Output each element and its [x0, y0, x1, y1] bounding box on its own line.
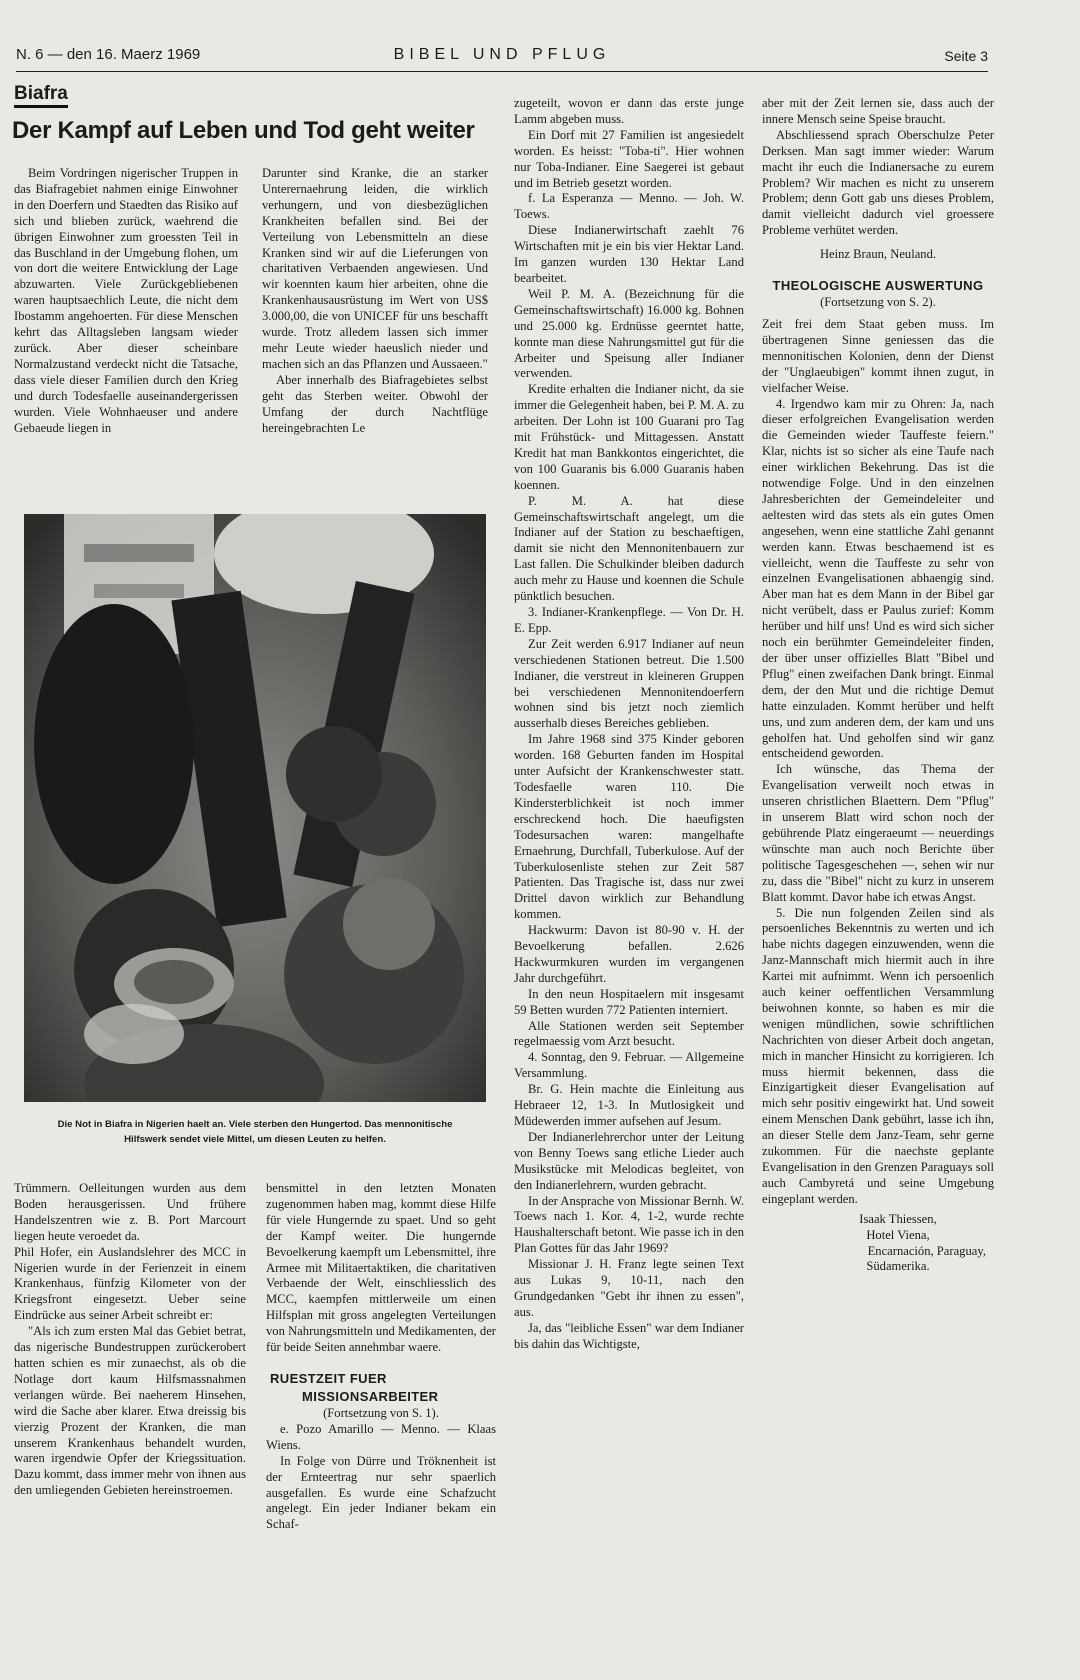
article-paragraph: Abschliessend sprach Oberschulze Peter Derksen. Man sagt immer wieder: Warum macht ihr euch die Indianersache zu eurem Problem? Wir machen es nicht zu unserem Problem; denn Gott gab uns dieses Problem, damit vielleicht dadurch viel groessere Probleme verhütet werden.: [762, 127, 994, 238]
article-column-2-top: [262, 166, 488, 496]
article-paragraph: In den neun Hospitaelern mit insgesamt 59 Betten wurden 772 Patienten interniert.: [514, 986, 744, 1017]
signature-line: Encarnación, Paraguay,: [867, 1243, 986, 1258]
article-paragraph: P. M. A. hat diese Gemeinschaftswirtschaft angelegt, um die Indianer auf der Station zu beschaeftigen, damit sie nicht den Mennonitenbauern zur Last fallen. Die Schulkinder bleiben dadurch auch mehr zu Hause und koennen die Schule pünktlich besuchen.: [514, 493, 744, 604]
article-paragraph: Hackwurm: Davon ist 80-90 v. H. der Bevoelkerung befallen. 2.626 Hackwurmkuren wurden im vergangenen Jahr durchgeführt.: [514, 923, 744, 985]
article-paragraph: Kredite erhalten die Indianer nicht, da sie immer die Gelegenheit haben, bei P. M. A. zu arbeiten. Der Lohn ist 100 Guarani pro Tag mit Frühstück- und Mittagessen. Anstatt Kredit hat man Bankkontos eingerichtet, die von 100 Guaranis bis 6.000 Guaranis haben koennen.: [514, 382, 744, 492]
article-paragraph: Diese Indianerwirtschaft zaehlt 76 Wirtschaften mit je ein bis vier Hektar Land. Im ganzen wurden 130 Hektar Land bearbeitet.: [514, 223, 744, 285]
newspaper-title: BIBEL UND PFLUG: [393, 46, 611, 63]
signature-line: Südamerika.: [866, 1259, 930, 1274]
hunger-photo: [24, 514, 486, 1102]
article-paragraph: Alle Stationen werden seit September regelmaessig vom Arzt besucht.: [514, 1018, 744, 1049]
article-paragraph: Phil Hofer, ein Auslandslehrer des MCC in Nigerien wurde in der Ferienzeit in einem Krankenhaus, fünfzig Kilometer von der Kriegsfront eingesetzt. Ueber seine Eindrücke aus seiner Arbeit schreibt er:: [14, 1244, 246, 1323]
photo-caption: Die Not in Biafra in Nigerien haelt an. Viele sterben den Hungertod. Das mennonitische Hilfswerk sendet viele Mittel, um diesen Leuten zu helfen.: [57, 1119, 453, 1145]
article-paragraph: Darunter sind Kranke, die an starker Unterernaehrung leiden, die wirklich verhungern, und von diesbezüglichen Krankheiten befallen sind. Bei der Verteilung von Lebensmitteln an diese Kranken sind wir auf die Lieferungen von charitativen Verbaenden angewiesen. Und wir koennten kaum hier arbeiten, ohne die Krankenhausausrüstung im Wert von US$ 3.000,00, die von UNICEF für uns beschafft wurde. Trotz alledem lassen sich immer mehr Leute wieder haeuslich nieder und machen sich an das Pflanzen und Aussaeen.": [262, 166, 488, 371]
ruestzeit-heading-1: RUESTZEIT FUER: [270, 1370, 387, 1386]
article-paragraph: Zur Zeit werden 6.917 Indianer auf neun verschiedenen Stationen betreut. Die 1.500 Indianer, die verstreut in kleineren Gruppen bei verschiedenen Mennonitendoerfern wohnen sind bis jetzt noch ziemlich ausserhalb dieses Bereiches geblieben.: [514, 636, 744, 731]
article-paragraph: Aber innerhalb des Biafragebietes selbst geht das Sterben weiter. Obwohl der Umfang der durch Nachtflüge hereingebrachten Le: [262, 372, 488, 435]
page-header: [16, 44, 988, 72]
ruestzeit-column-3: [514, 96, 744, 1626]
column-4: [762, 96, 994, 1626]
page-number: Seite 3: [944, 48, 988, 64]
article-column-1-top: [14, 166, 238, 496]
article-paragraph: zugeteilt, wovon er dann das erste junge Lamm abgeben muss.: [514, 96, 744, 126]
article-paragraph: Ja, das "leibliche Essen" war dem Indianer bis dahin das Wichtigste,: [514, 1320, 744, 1351]
article-paragraph: Ein Dorf mit 27 Familien ist angesiedelt worden. Es heisst: "Toba-ti". Hier wohnen nur Toba-Indianer. Eine Saegerei ist gebaut und im Betrieb gesetzt worden.: [514, 127, 744, 190]
article-paragraph: 3. Indianer-Krankenpflege. — Von Dr. H. E. Epp.: [514, 605, 744, 635]
article-paragraph: aber mit der Zeit lernen sie, dass auch der innere Mensch seine Speise braucht.: [762, 96, 994, 126]
article-column-2-bottom: [266, 1181, 496, 1621]
article-paragraph: "Als ich zum ersten Mal das Gebiet betrat, das nigerische Bundestruppen zurückerobert hatten schien es mir zunaechst, als ob die Notlage dort kaum Hilfsmassnahmen verlangen würde. Bei naeherem Hinsehen, wird die Sache aber klarer. Etwa dreissig bis vierzig Prozent der Kranken, die man unserem Krankenhaus behandelt wurden, waren irgendwie Opfer der Kriegssituation. Dazu kommt, dass immer mehr von ihnen aus den umliegenden Gebieten hereinstroemen.: [14, 1324, 246, 1498]
article-paragraph: f. La Esperanza — Menno. — Joh. W. Toews.: [514, 191, 744, 222]
theologische-heading: THEOLOGISCHE AUSWERTUNG: [772, 278, 984, 294]
article-paragraph: Missionar J. H. Franz legte seinen Text aus Lukas 9, 10-11, nach den Grundgedanken "Gebt ihr ihnen zu essen", aus.: [514, 1257, 744, 1319]
signature-line: Isaak Thiessen,: [859, 1211, 937, 1226]
signature-line: Hotel Viena,: [866, 1227, 930, 1242]
ruestzeit-signature: Heinz Braun, Neuland.: [819, 247, 937, 262]
ruestzeit-heading-2: MISSIONSARBEITER: [302, 1388, 439, 1404]
article-paragraph: Weil P. M. A. (Bezeichnung für die Gemeinschaftswirtschaft) 16.000 kg. Bohnen und 25.000 kg. Erdnüsse geerntet hatte, konnte man diese Nahrungsmittel gut für die Arbeiter und Speisung aller Indianer verwenden.: [514, 286, 744, 381]
photo-image: [24, 514, 486, 1102]
article-paragraph: Br. G. Hein machte die Einleitung aus Hebraeer 12, 1-3. In Mutlosigkeit und Müdewerden immer aufsehen auf Jesum.: [514, 1082, 744, 1128]
article-paragraph: Trümmern. Oelleitungen wurden aus dem Boden herausgerissen. Und frühere Handelszentren wie z. B. Port Marcourt liegen heute veroedet da.: [14, 1181, 246, 1243]
theologische-continued: (Fortsetzung von S. 2).: [820, 295, 936, 310]
ruestzeit-continued: (Fortsetzung von S. 1).: [323, 1405, 439, 1420]
article-paragraph: bensmittel in den letzten Monaten zugenommen haben mag, kommt diese Hilfe für viele Hungernde zu spaet. Und so geht der Kampf weiter. Die hungernde Bevoelkerung kaempft um Lebensmittel, ihre Armee mit Militaertaktiken, die charitativen Verbaende der Welt, einschliesslich des MCC, kaempfen mittlerweile um einen Hilfsplan mit gross angelegten Verteilungen von Nahrungsmitteln und Medikamenten, der für beide Seiten annehmbar waere.: [266, 1181, 496, 1355]
article-paragraph: In der Ansprache von Missionar Bernh. W. Toews nach 1. Kor. 4, 1-2, wurde rechte Haushalterschaft betont. Wie passe ich in den Plan Gottes für das Jahr 1969?: [514, 1193, 744, 1256]
article-paragraph: e. Pozo Amarillo — Menno. — Klaas Wiens.: [266, 1421, 496, 1452]
article-paragraph: Ich wünsche, das Thema der Evangelisation verweilt noch etwas in unseren christlichen Blaettern. Dem "Pflug" in unserem Blatt wird schon noch der gebührende Platz eingeraeumt — neuerdings wünschte man auch noch Berichte über politische Tagesgeschehen —, sehen wir nur zu, dass die "Bibel" nicht zu kurz in unserem Blatt kommt. Davor habe ich etwas Angst.: [762, 762, 994, 904]
article-paragraph: Im Jahre 1968 sind 375 Kinder geboren worden. 168 Geburten fanden im Hospital unter Aufsicht der Krankenschwester statt. Todesfaelle waren 110. Die Kindersterblichkeit ist noch immer erschreckend hoch. Die haeufigsten Todesursachen waren: mangelhafte Ernaehrung, Durchfall, Tuberkulose. Auf der Tuberkulosenliste stehen zur Zeit 587 Patienten. Das Tragische ist, dass nur zwei Drittel davon wirklich zur Behandlung kommen.: [514, 732, 744, 922]
article-headline: Der Kampf auf Leben und Tod geht weiter: [12, 117, 475, 144]
article-paragraph: 4. Irgendwo kam mir zu Ohren: Ja, nach dieser erfolgreichen Evangelisation werden die Gemeinden wieder Tauffeste feiern." Klar, nichts ist so sicher als eine Taufe nach einer wirklichen Bekehrung. Das ist die notwendige Folge. Und in den einzelnen Jahresberichten der Gemeindeleiter und aeltesten wird das stets als ein gutes Omen angesehen, wenn eine stattliche Zahl genannt werden kann. Etwas beschaemend ist es vielleicht, wenn die Tauffeste zu sehr von einzelnen Evangelisationen abhaengig sind. Aber man hat es dem Mann in der Bibel gar nicht verübelt, dass er Paulus zurief: Komm herüber und hilf uns! Und es wird sich sicher noch ein berühmter Gemeindeleiter finden, der über unser offizielles Blatt "Bibel und Pflug" einen zweifachen Dank bringt. Einmal dem, der den Mut und die richtige Demut hatte einzuladen. Kommt herüber und helft uns, und zum anderen dem, der kam und uns geholfen hat. Und geholfen sind wir ganz entscheidend geworden.: [762, 396, 994, 761]
article-paragraph: Beim Vordringen nigerischer Truppen in das Biafragebiet nahmen einige Einwohner in den Doerfern und Staedten das Risiko auf sich und blieben zurück, waehrend die übrigen Einwohner zum groessten Teil in das Buschland in der Umgebung flohen, um von dort die weitere Entwicklung der Lage abzuwarten. Viele Zurückgebliebenen waren hauptsaechlich Leute, die nicht dem Ibostamm angehoerten. Für diese Menschen kehrt das Alltagsleben langsam wieder zurück. Aber dieser scheinbare Normalzustand verdeckt nicht die Tatsache, dass viele dieser Familien durch den Krieg und durch Todesfaelle auseinandergerissen wurden. Viele Wohnhaeuser und andere Gebaeude liegen in: [14, 166, 238, 435]
article-paragraph: 5. Die nun folgenden Zeilen sind als persoenliches Bekenntnis zu werten und ich habe nichts dagegen einzuwenden, wenn die Janz-Mannschaft mich hiermit auch in ihre Kartei mit aufnimmt. Wenn ich persoenlich auch keiner oeffentlichen Versammlung beiwohnen konnte, so haben es mir die wenigen mündlichen, sowie schriftlichen Nachrichten von dieser Arbeit doch angetan, mich in mancher Hinsicht zu korrigieren. Ich muss hiermit bekennen, dass die Einzigartigkeit dieser Evangelisation auf mich sehr positiv eingewirkt hat. Und soweit einem Menschen Dank gebührt, lasse ich ihn, an dieser Stelle dem Janz-Team, sehr gerne zukommen. Für die naechste geplante Evangelisation in den Grenzen Paraguays soll auch Cambyretá und seine Umgebung eingeplant werden.: [762, 905, 994, 1206]
article-paragraph: Zeit frei dem Staat geben muss. Im übertragenen Sinne geniessen das die mennonitischen Kolonien, denn der Dienst der "Unglaeubigen" kommt ihnen zugut, in vielfacher Weise.: [762, 316, 994, 395]
article-paragraph: In Folge von Dürre und Tröknenheit ist der Ernteertrag nur sehr spaerlich ausgefallen. Es wurde eine Schafzucht angelegt. Ein jeder Indianer bekam ein Schaf-: [266, 1453, 496, 1532]
article-paragraph: Der Indianerlehrerchor unter der Leitung von Benny Toews sang etliche Lieder auch Musikstücke mit Melodicas begleitet, von den Indianerlehrern, wurden gebracht.: [514, 1129, 744, 1192]
article-paragraph: 4. Sonntag, den 9. Februar. — Allgemeine Versammlung.: [514, 1050, 744, 1081]
issue-date: N. 6 — den 16. Maerz 1969: [16, 46, 201, 63]
article-column-1-bottom: [14, 1181, 246, 1621]
article-kicker: Biafra: [14, 83, 68, 108]
